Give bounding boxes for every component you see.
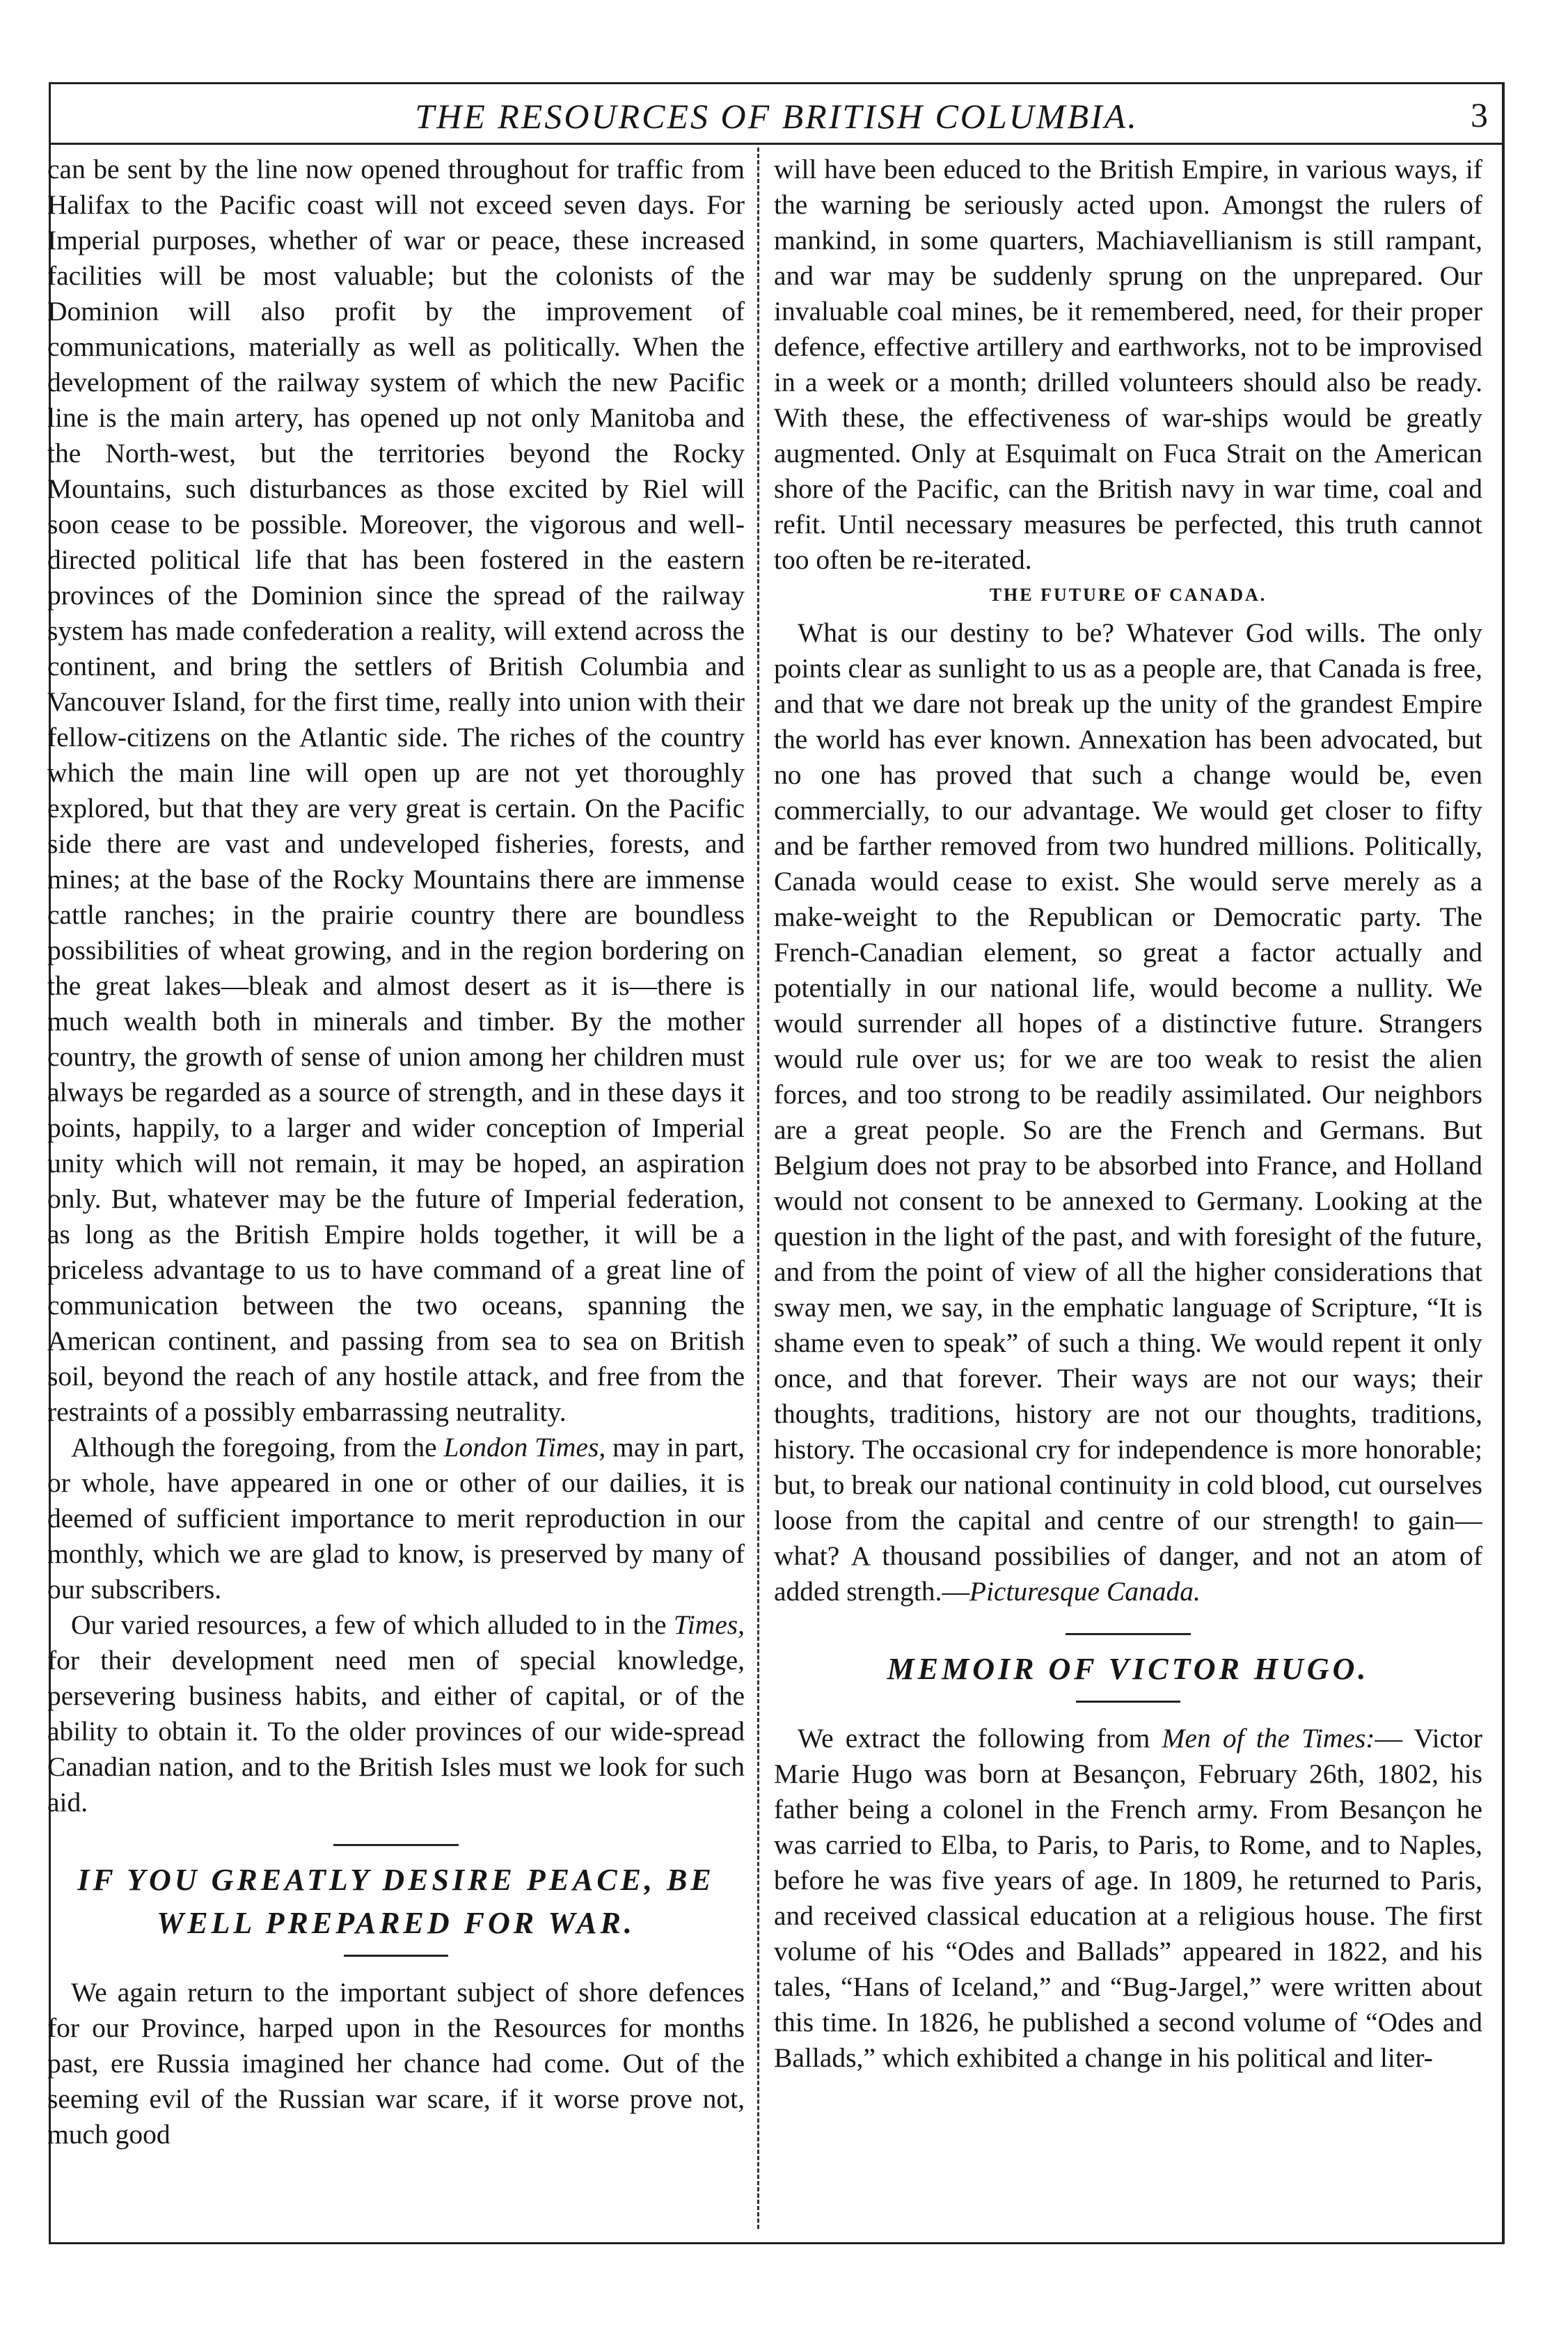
section-heading: IF YOU GREATLY DESIRE PEACE, BE WELL PREPARED FOR WAR. <box>77 1863 715 1940</box>
section-rule <box>1076 1701 1180 1703</box>
source-credit: Picturesque Canada. <box>969 1576 1201 1607</box>
publication-title: Men of the Times: <box>1162 1723 1375 1753</box>
running-head <box>49 89 1505 145</box>
running-title: THE RESOURCES OF BRITISH COLUMBIA. <box>415 97 1139 136</box>
publication-title: London Times, <box>443 1432 606 1463</box>
text-run: Our varied resources, a few of which alluded to in the <box>71 1609 674 1640</box>
article-paragraph: can be sent by the line now opened throughout for traffic from Halifax to the Pacific coast will not exceed seven days. For Imperial purposes, whether of war or peace, these increased facilities will be most valuable; but the colonists of the Dominion will also profit by the improvement of communications, materially as well as politically. When the development of the railway system of which the new Pacific line is the main artery, has opened up not only Manitoba and the North-west, but the territories beyond the Rocky Mountains, such disturbances as those excited by Riel will soon cease to be possible. Moreover, the vigorous and well-directed political life that has been fostered in the eastern provinces of the Dominion since the spread of the railway system has made confederation a reality, will extend across the continent, and bring the settlers of British Columbia and Vancouver Island, for the first time, really into union with their fellow-citizens on the Atlantic side. The riches of the country which the main line will open up are not yet thoroughly explored, but that they are very great is certain. On the Pacific side there are vast and undeveloped fisheries, forests, and mines; at the base of the Rocky Mountains there are immense cattle ranches; in the prairie country there are boundless possibilities of wheat growing, and in the region bordering on the great lakes—bleak and almost desert as it is—there is much wealth both in minerals and timber. By the mother country, the growth of sense of union among her children must always be regarded as a source of strength, and in these days it points, happily, to a larger and wider conception of Imperial unity which will not remain, it may be hoped, an aspiration only. But, whatever may be the future of Imperial federation, as long as the British Empire holds together, it will be a priceless advantage to us to have command of a great line of communication between the two oceans, spanning the American continent, and passing from sea to sea on British soil, beyond the reach of any hostile attack, and free from the restraints of a possibly embarrassing neutrality. <box>47 154 745 1427</box>
article-paragraph <box>774 1721 1482 2076</box>
publication-title: Times, <box>673 1609 745 1640</box>
article-paragraph <box>47 1430 745 1607</box>
text-run: for their development need men of special knowledge, persevering business habits, and either of capital, or of the ability to obtain it. To the older provinces of our wide-spread Canadian nation, and to the British Isles must we look for such aid. <box>47 1645 745 1818</box>
article-paragraph <box>47 1607 745 1820</box>
left-column <box>47 152 745 2226</box>
text-run: — Victor Marie Hugo was born at Besançon, February 26th, 1802, his father being a colonel in the French army. From Besançon he was carried to Elba, to Paris, to Paris, to Rome, and to Naples, before he was five years of age. In 1809, he returned to Paris, and received classical education at a religious house. The first volume of his “Odes and Ballads” appeared in 1822, and his tales, “Hans of Iceland,” and “Bug-Jargel,” were written about this time. In 1826, he published a second volume of “Odes and Ballads,” which exhibited a change in his political and liter- <box>774 1723 1482 2073</box>
page-number: 3 <box>1471 95 1488 134</box>
article-paragraph: will have been educed to the British Empire, in various ways, if the warning be seriously acted upon. Amongst the rulers of mankind, in some quarters, Machiavellianism is still rampant, and war may be suddenly sprung on the unprepared. Our invaluable coal mines, be it remembered, need, for their proper defence, effective artillery and earthworks, not to be improvised in a week or a month; drilled volunteers should also be ready. With these, the effectiveness of war-ships would be greatly augmented. Only at Esquimalt on Fuca Strait on the American shore of the Pacific, can the British navy in war time, coal and refit. Until necessary measures be perfected, this truth cannot too often be re-iterated. <box>774 154 1482 575</box>
article-paragraph: We again return to the important subject of shore defences for our Province, harped upon in the Resources for months past, ere Russia imagined her chance had come. Out of the seeming evil of the Russian war scare, if it worse prove not, much good <box>47 1977 745 2150</box>
text-run: We extract the following from <box>798 1723 1162 1753</box>
text-run: may in part, or whole, have appeared in one or other of our dailies, it is deemed of sufficient importance to merit reproduction in our monthly, which we are glad to know, is preserved by many of our subscribers. <box>47 1432 745 1605</box>
right-column <box>774 152 1482 2226</box>
text-run: Although the foregoing, from the <box>71 1432 444 1463</box>
section-rule <box>1066 1633 1191 1635</box>
section-rule <box>344 1955 448 1957</box>
column-divider <box>757 148 759 2229</box>
article-paragraph <box>774 615 1482 1609</box>
text-run: What is our destiny to be? Whatever God wills. The only points clear as sunlight to us as a people are, that Canada is free, and that we dare not break up the unity of the grandest Empire the world has ever known. Annexation has been advocated, but no one has proved that such a change would be, even commercially, to our advantage. We would get closer to fifty and be farther removed from two hundred millions. Politically, Canada would cease to exist. She would serve merely as a make-weight to the Republican or Democratic party. The French-Canadian element, so great a factor actually and potentially in our national life, would become a nullity. We would surrender all hopes of a distinctive future. Strangers would rule over us; for we are too weak to resist the alien forces, and too strong to be readily assimilated. Our neighbors are a great people. So are the French and Germans. But Belgium does not pray to be absorbed into France, and Holland would not consent to be annexed to Germany. Looking at the question in the light of the past, and with foresight of the future, and from the point of view of all the higher considerations that sway men, we say, in the emphatic language of Scripture, “It is shame even to speak” of such a thing. We would repent it only once, and that forever. Their ways are not our ways; their thoughts, traditions, history are not our thoughts, traditions, history. The occasional cry for independence is more honorable; but, to break our national continuity in cold blood, cut ourselves loose from the capital and centre of our strength! to gain—what? A thousand possibilies of danger, and not an atom of added strength.— <box>774 617 1482 1607</box>
section-heading: MEMOIR OF VICTOR HUGO. <box>887 1652 1370 1686</box>
section-rule <box>333 1844 459 1846</box>
subheading: THE FUTURE OF CANADA. <box>989 585 1267 605</box>
